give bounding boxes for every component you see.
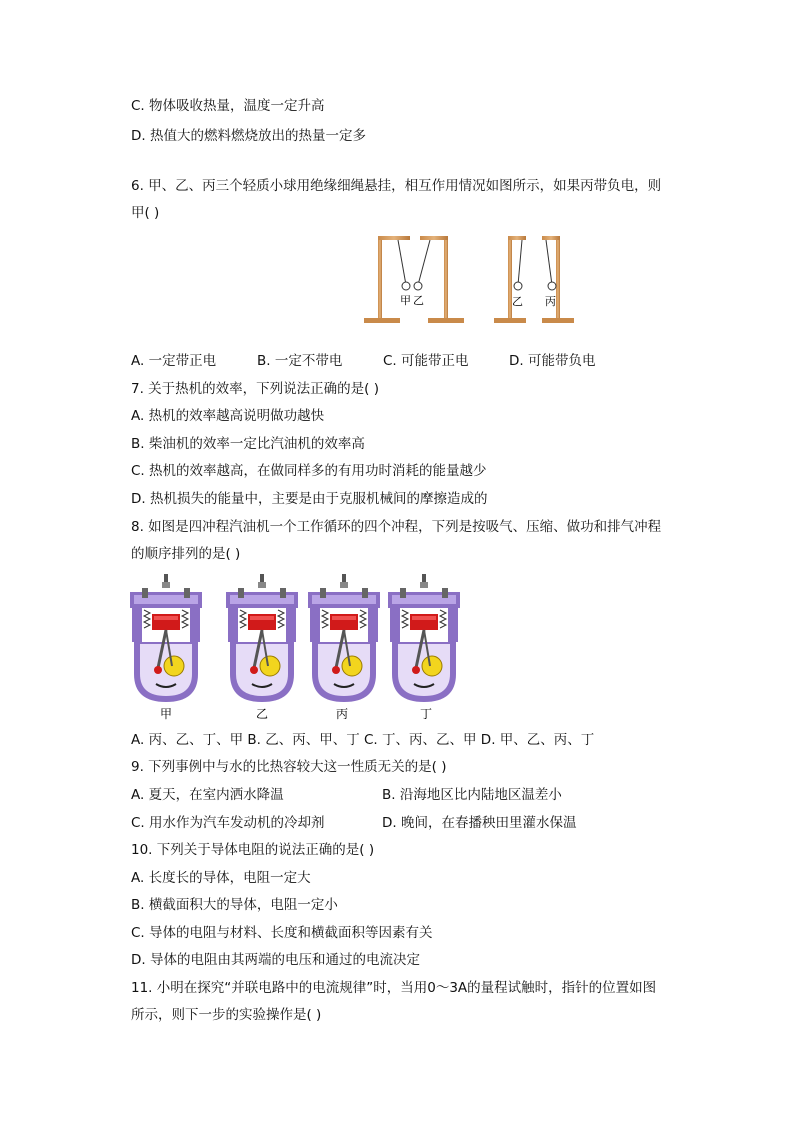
- q8-engine-figure: [128, 574, 468, 724]
- q9-options-row1: [131, 786, 562, 804]
- q10-option-d: D. 导体的电阻由其两端的电压和通过的电流决定: [131, 952, 420, 968]
- q8-label-ding: 丁: [420, 707, 433, 721]
- q8-label-bing: 丙: [336, 707, 349, 721]
- q7-option-c: C. 热机的效率越高，在做同样多的有用功时消耗的能量越少: [131, 463, 487, 479]
- option-c-prev: C. 物体吸收热量，温度一定升高: [131, 98, 325, 114]
- q6-label-bing: 丙: [545, 295, 556, 308]
- stand-1: [364, 236, 410, 323]
- q10-stem: 10. 下列关于导体电阻的说法正确的是( ): [131, 842, 375, 858]
- q6-label-yi-2: 乙: [512, 295, 523, 308]
- q7-option-a: A. 热机的效率越高说明做功越快: [131, 408, 325, 424]
- q10-option-b: B. 横截面积大的导体，电阻一定小: [131, 897, 338, 913]
- q6-options: [131, 352, 595, 370]
- q10-option-c: C. 导体的电阻与材料、长度和横截面积等因素有关: [131, 925, 433, 941]
- q9-options-row2: [131, 814, 576, 832]
- q9-option-a: A. 夏天，在室内洒水降温: [131, 787, 284, 803]
- q6-option-c: C. 可能带正电: [383, 353, 469, 369]
- q6-label-jia: 甲: [400, 294, 411, 307]
- q11-stem-line2: 所示，则下一步的实验操作是( ): [131, 1007, 322, 1023]
- q7-option-b: B. 柴油机的效率一定比汽油机的效率高: [131, 436, 365, 452]
- q8-options: A. 丙、乙、丁、甲 B. 乙、丙、甲、丁 C. 丁、丙、乙、甲 D. 甲、乙、丙、丁: [131, 732, 595, 748]
- q10-option-a: A. 长度长的导体，电阻一定大: [131, 870, 311, 886]
- q6-label-yi-1: 乙: [413, 294, 424, 307]
- q6-option-d: D. 可能带负电: [509, 353, 596, 369]
- q8-stem-line1: 8. 如图是四冲程汽油机一个工作循环的四个冲程，下列是按吸气、压缩、做功和排气冲程: [131, 519, 662, 535]
- q6-stem-line1: 6. 甲、乙、丙三个轻质小球用绝缘细绳悬挂，相互作用情况如图所示，如果丙带负电，则: [131, 178, 662, 194]
- q8-label-yi: 乙: [256, 707, 269, 721]
- q7-option-d: D. 热机损失的能量中，主要是由于克服机械间的摩擦造成的: [131, 491, 488, 507]
- q9-option-c: C. 用水作为汽车发动机的冷却剂: [131, 815, 325, 831]
- q11-stem-line1: 11. 小明在探究“并联电路中的电流规律”时，当用0～3A的量程试触时，指针的位置如图: [131, 980, 657, 996]
- q6-option-b: B. 一定不带电: [257, 353, 343, 369]
- q6-option-a: A. 一定带正电: [131, 353, 217, 369]
- q7-stem: 7. 关于热机的效率，下列说法正确的是( ): [131, 381, 379, 397]
- q9-option-b: B. 沿海地区比内陆地区温差小: [382, 787, 562, 803]
- stand-2: [420, 236, 464, 323]
- q6-stem-line2: 甲( ): [131, 205, 160, 221]
- option-d-prev: D. 热值大的燃料燃烧放出的热量一定多: [131, 128, 366, 144]
- q8-stem-line2: 的顺序排列的是( ): [131, 546, 241, 562]
- q6-pendulum-figure: [360, 230, 580, 330]
- q8-label-jia: 甲: [160, 707, 173, 721]
- q9-stem: 9. 下列事例中与水的比热容较大这一性质无关的是( ): [131, 759, 447, 775]
- q9-option-d: D. 晚间，在春播秧田里灌水保温: [382, 815, 577, 831]
